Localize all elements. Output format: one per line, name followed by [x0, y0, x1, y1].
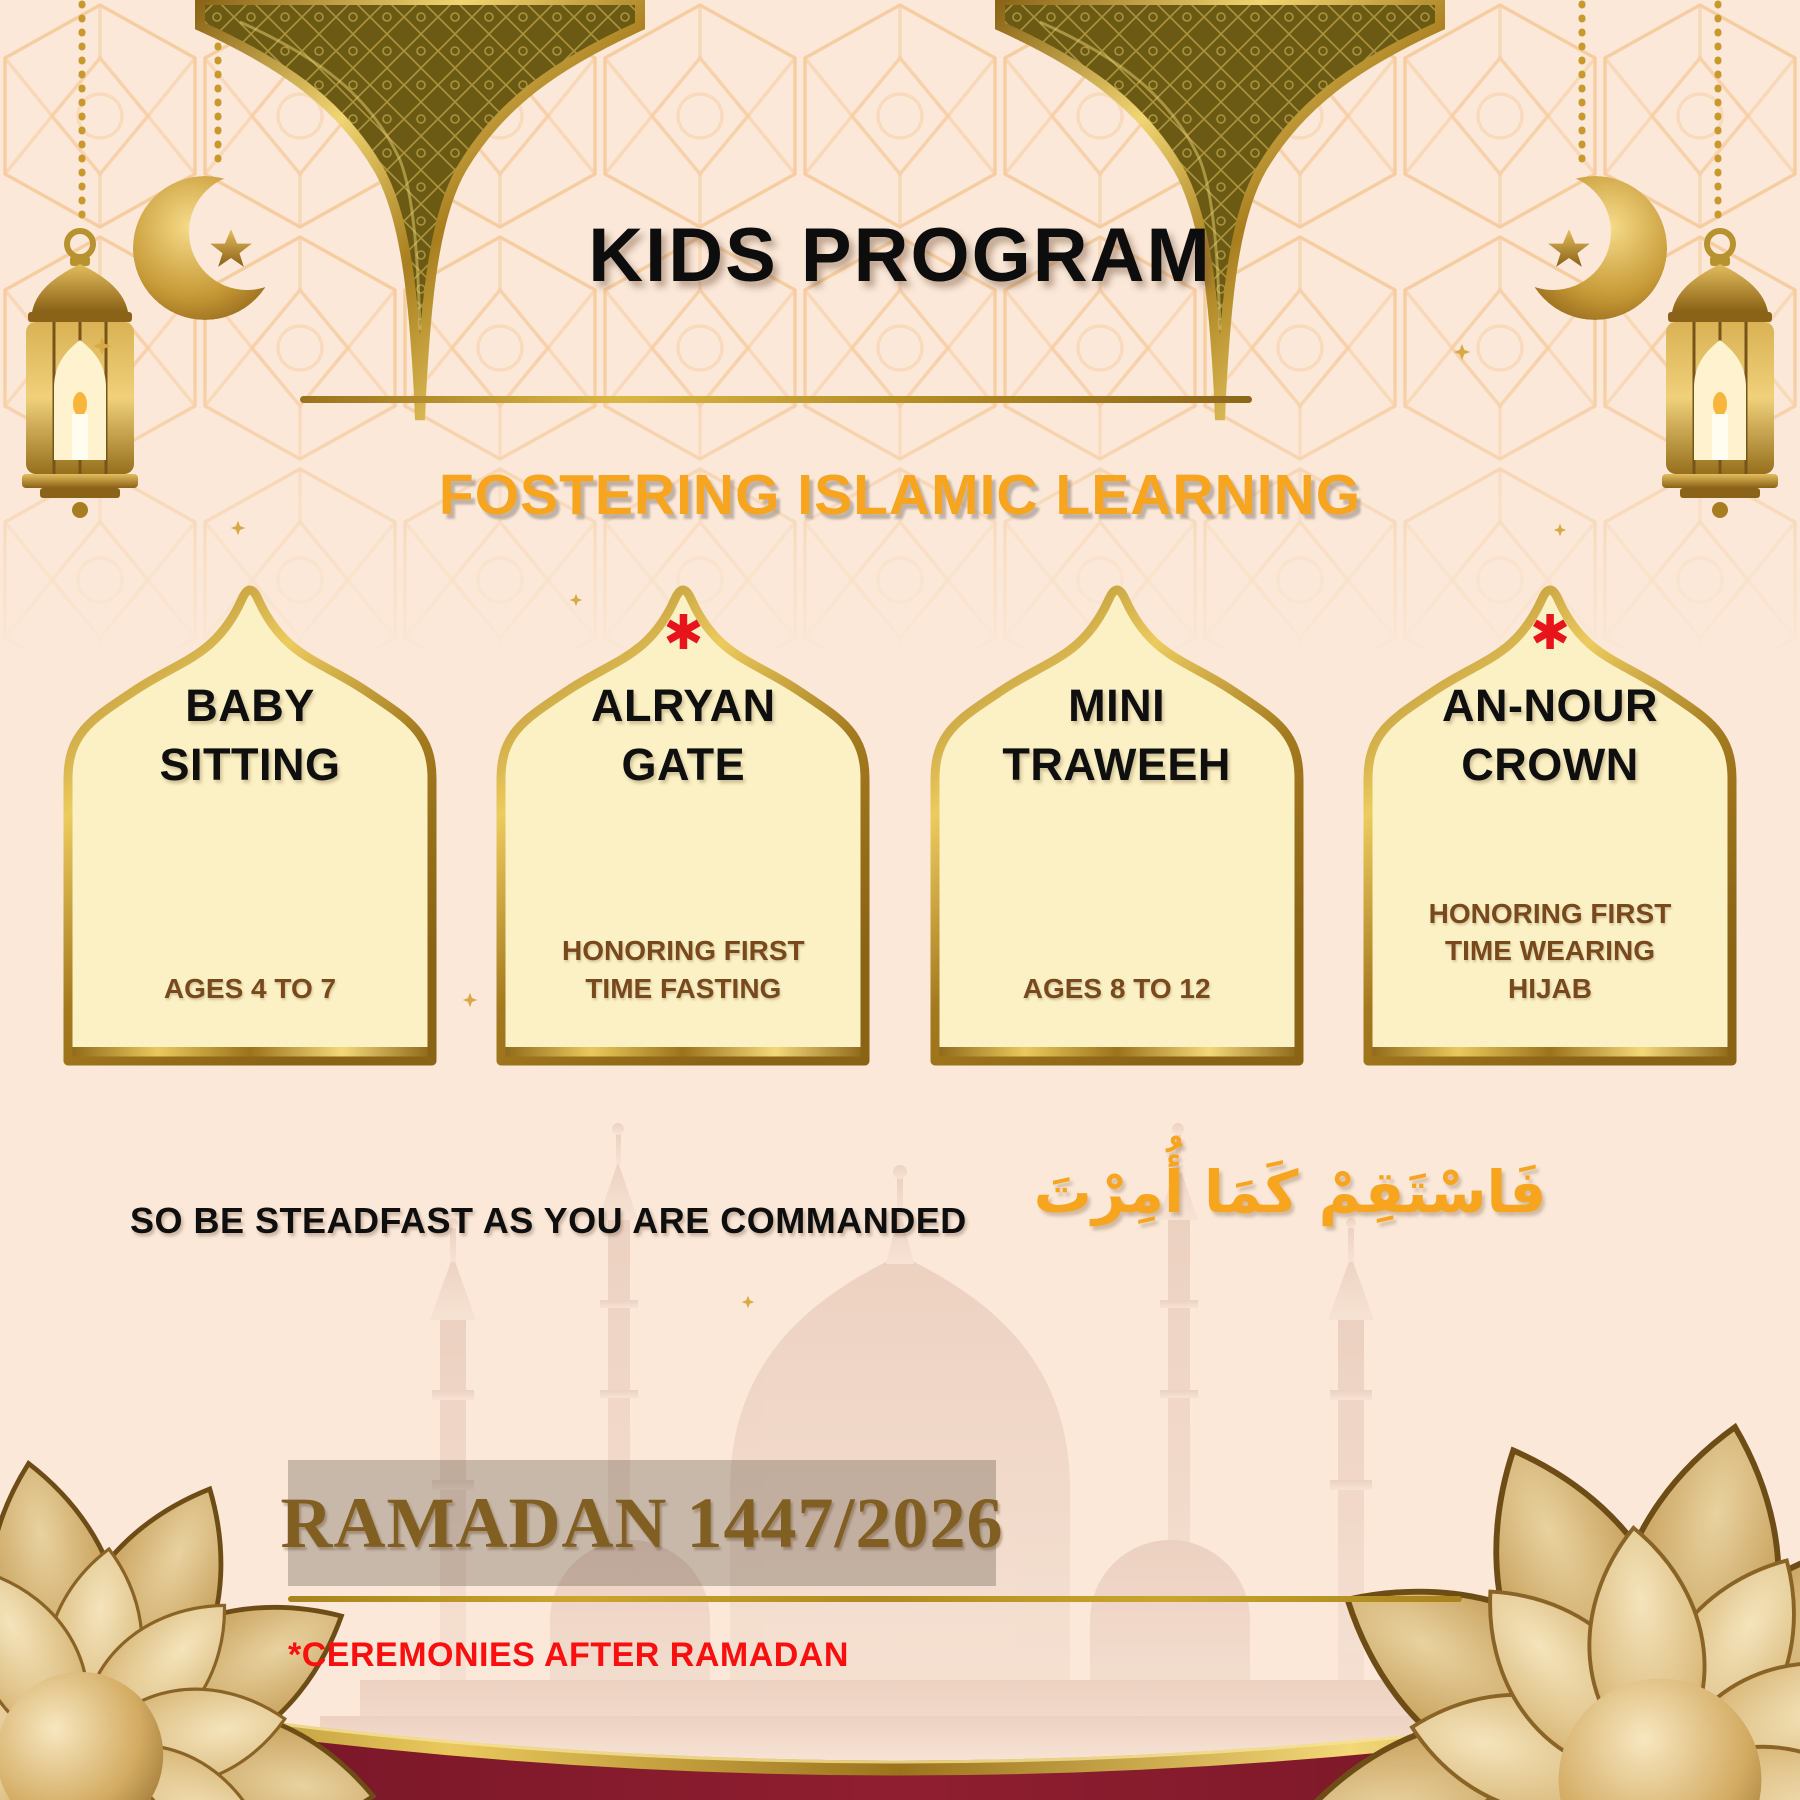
program-cards: [58, 565, 1742, 1070]
poster-subtitle: FOSTERING ISLAMIC LEARNING: [438, 463, 1362, 527]
card-title: AN-NOUR CROWN: [1441, 680, 1658, 790]
ramadan-title: RAMADAN 1447/2026: [280, 1482, 1004, 1563]
card-baby-sitting: [58, 565, 442, 1070]
card-detail: AGES 4 TO 7: [163, 973, 337, 1005]
footer-divider: [288, 1596, 1462, 1602]
quote-arabic: فَاسْتَقِمْ كَمَا أُمِرْتَ: [1033, 1158, 1547, 1226]
page-title: KIDS PROGRAM: [588, 213, 1212, 298]
card-detail: HONORING FIRST TIME WEARING HIJAB: [1428, 897, 1672, 1005]
ramadan-banner: [280, 1460, 1004, 1586]
pattern-background: [0, 0, 1800, 660]
title-divider: [300, 396, 1252, 403]
card-title: ALRYAN GATE: [590, 680, 776, 790]
card-detail: HONORING FIRST TIME FASTING: [561, 935, 805, 1005]
card-title: BABY SITTING: [159, 680, 341, 790]
asterisk-marker: ✱: [1529, 605, 1571, 661]
card-mini-traweeh: [925, 565, 1309, 1070]
card-title: MINI TRAWEEH: [1002, 680, 1231, 790]
ceremonies-note: *CEREMONIES AFTER RAMADAN: [288, 1636, 849, 1674]
card-an-nour-crown: [1358, 565, 1742, 1070]
quote-english: SO BE STEADFAST AS YOU ARE COMMANDED: [130, 1200, 967, 1241]
card-detail: AGES 8 TO 12: [1022, 973, 1211, 1005]
card-alryan-gate: [491, 565, 875, 1070]
asterisk-marker: ✱: [663, 605, 704, 661]
